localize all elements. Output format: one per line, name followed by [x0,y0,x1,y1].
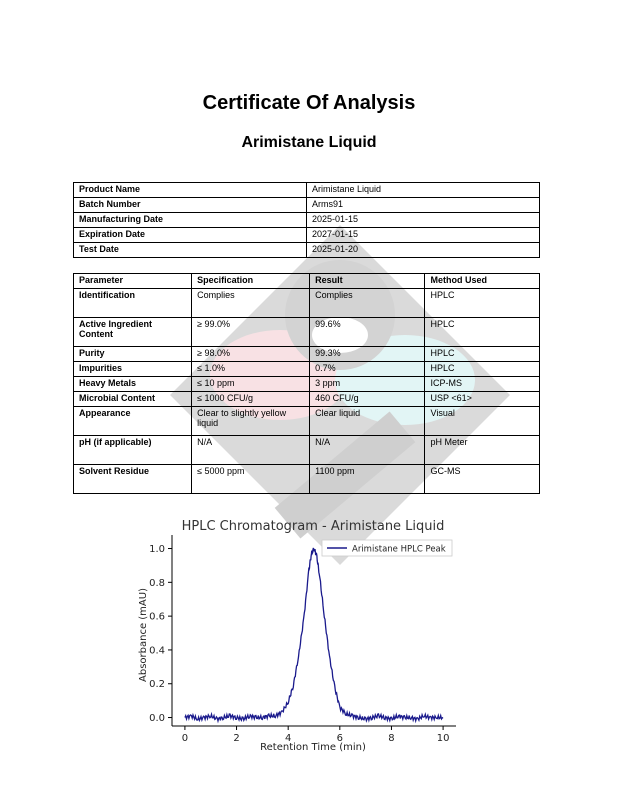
info-value: Arms91 [307,198,540,213]
y-tick-label: 0.0 [149,713,165,725]
parameter-cell: Heavy Metals [74,377,192,392]
hplc-chromatogram-chart [0,505,618,765]
table-cell: Visual [425,407,540,436]
parameter-cell: Purity [74,347,192,362]
column-header: Method Used [425,274,540,289]
table-cell: 1100 ppm [310,465,425,494]
info-value: 2025-01-15 [307,213,540,228]
table-cell: GC-MS [425,465,540,494]
x-tick-label: 4 [284,733,292,744]
info-label: Product Name [74,183,307,198]
parameter-cell: pH (if applicable) [74,436,192,465]
parameters-table [73,273,540,494]
parameter-cell: Microbial Content [74,392,192,407]
table-cell: ≥ 99.0% [192,318,310,347]
table-cell: 99.3% [310,347,425,362]
table-row [74,377,540,392]
x-tick-label: 0 [181,733,189,744]
table-cell: HPLC [425,347,540,362]
parameter-cell: Solvent Residue [74,465,192,494]
table-row [74,392,540,407]
chart-x-axis-label: Retention Time (min) [260,742,366,753]
table-cell: Clear to slightly yellow liquid [192,407,310,436]
info-row [74,198,540,213]
table-cell: Complies [192,289,310,318]
x-tick-label: 10 [436,733,450,744]
y-tick-label: 0.8 [149,577,165,589]
product-subtitle: Arimistane Liquid [241,134,377,151]
table-cell: HPLC [425,362,540,377]
table-cell: HPLC [425,289,540,318]
table-cell: ≤ 10 ppm [192,377,310,392]
series-line [185,548,443,721]
column-header: Specification [192,274,310,289]
parameter-cell: Appearance [74,407,192,436]
table-cell: Complies [310,289,425,318]
table-row [74,362,540,377]
info-row [74,183,540,198]
table-cell: ≤ 1000 CFU/g [192,392,310,407]
info-row [74,228,540,243]
chart-y-axis-label: Absorbance (mAU) [138,588,149,682]
table-row [74,318,540,347]
x-tick-label: 2 [233,733,240,744]
parameter-cell: Impurities [74,362,192,377]
table-cell: HPLC [425,318,540,347]
table-row [74,407,540,436]
x-tick-label: 8 [388,733,395,744]
y-tick-label: 0.4 [149,645,165,657]
info-label: Expiration Date [74,228,307,243]
parameter-cell: Identification [74,289,192,318]
info-value: Arimistane Liquid [307,183,540,198]
product-info-table [73,182,540,258]
legend-label: Arimistane HPLC Peak [352,544,446,555]
page-title: Certificate Of Analysis [202,92,416,114]
table-row [74,289,540,318]
table-cell: N/A [310,436,425,465]
info-value: 2027-01-15 [307,228,540,243]
table-cell: 99.6% [310,318,425,347]
y-tick-label: 1.0 [149,544,165,556]
parameter-cell: Active Ingredient Content [74,318,192,347]
column-header: Result [310,274,425,289]
table-row [74,465,540,494]
info-row [74,213,540,228]
table-cell: 460 CFU/g [310,392,425,407]
info-label: Batch Number [74,198,307,213]
table-cell: ICP-MS [425,377,540,392]
x-tick-label: 6 [336,733,344,744]
table-cell: N/A [192,436,310,465]
info-label: Manufacturing Date [74,213,307,228]
table-cell: 0.7% [310,362,425,377]
table-row [74,347,540,362]
table-cell: ≥ 98.0% [192,347,310,362]
y-tick-label: 0.2 [149,679,165,691]
info-row [74,243,540,258]
table-cell: Clear liquid [310,407,425,436]
table-cell: ≤ 5000 ppm [192,465,310,494]
table-cell: ≤ 1.0% [192,362,310,377]
table-row [74,436,540,465]
table-cell: USP <61> [425,392,540,407]
info-label: Test Date [74,243,307,258]
column-header: Parameter [74,274,192,289]
table-cell: 3 ppm [310,377,425,392]
y-tick-label: 0.6 [149,611,165,623]
table-cell: pH Meter [425,436,540,465]
chart-title: HPLC Chromatogram - Arimistane Liquid [181,519,445,534]
info-value: 2025-01-20 [307,243,540,258]
